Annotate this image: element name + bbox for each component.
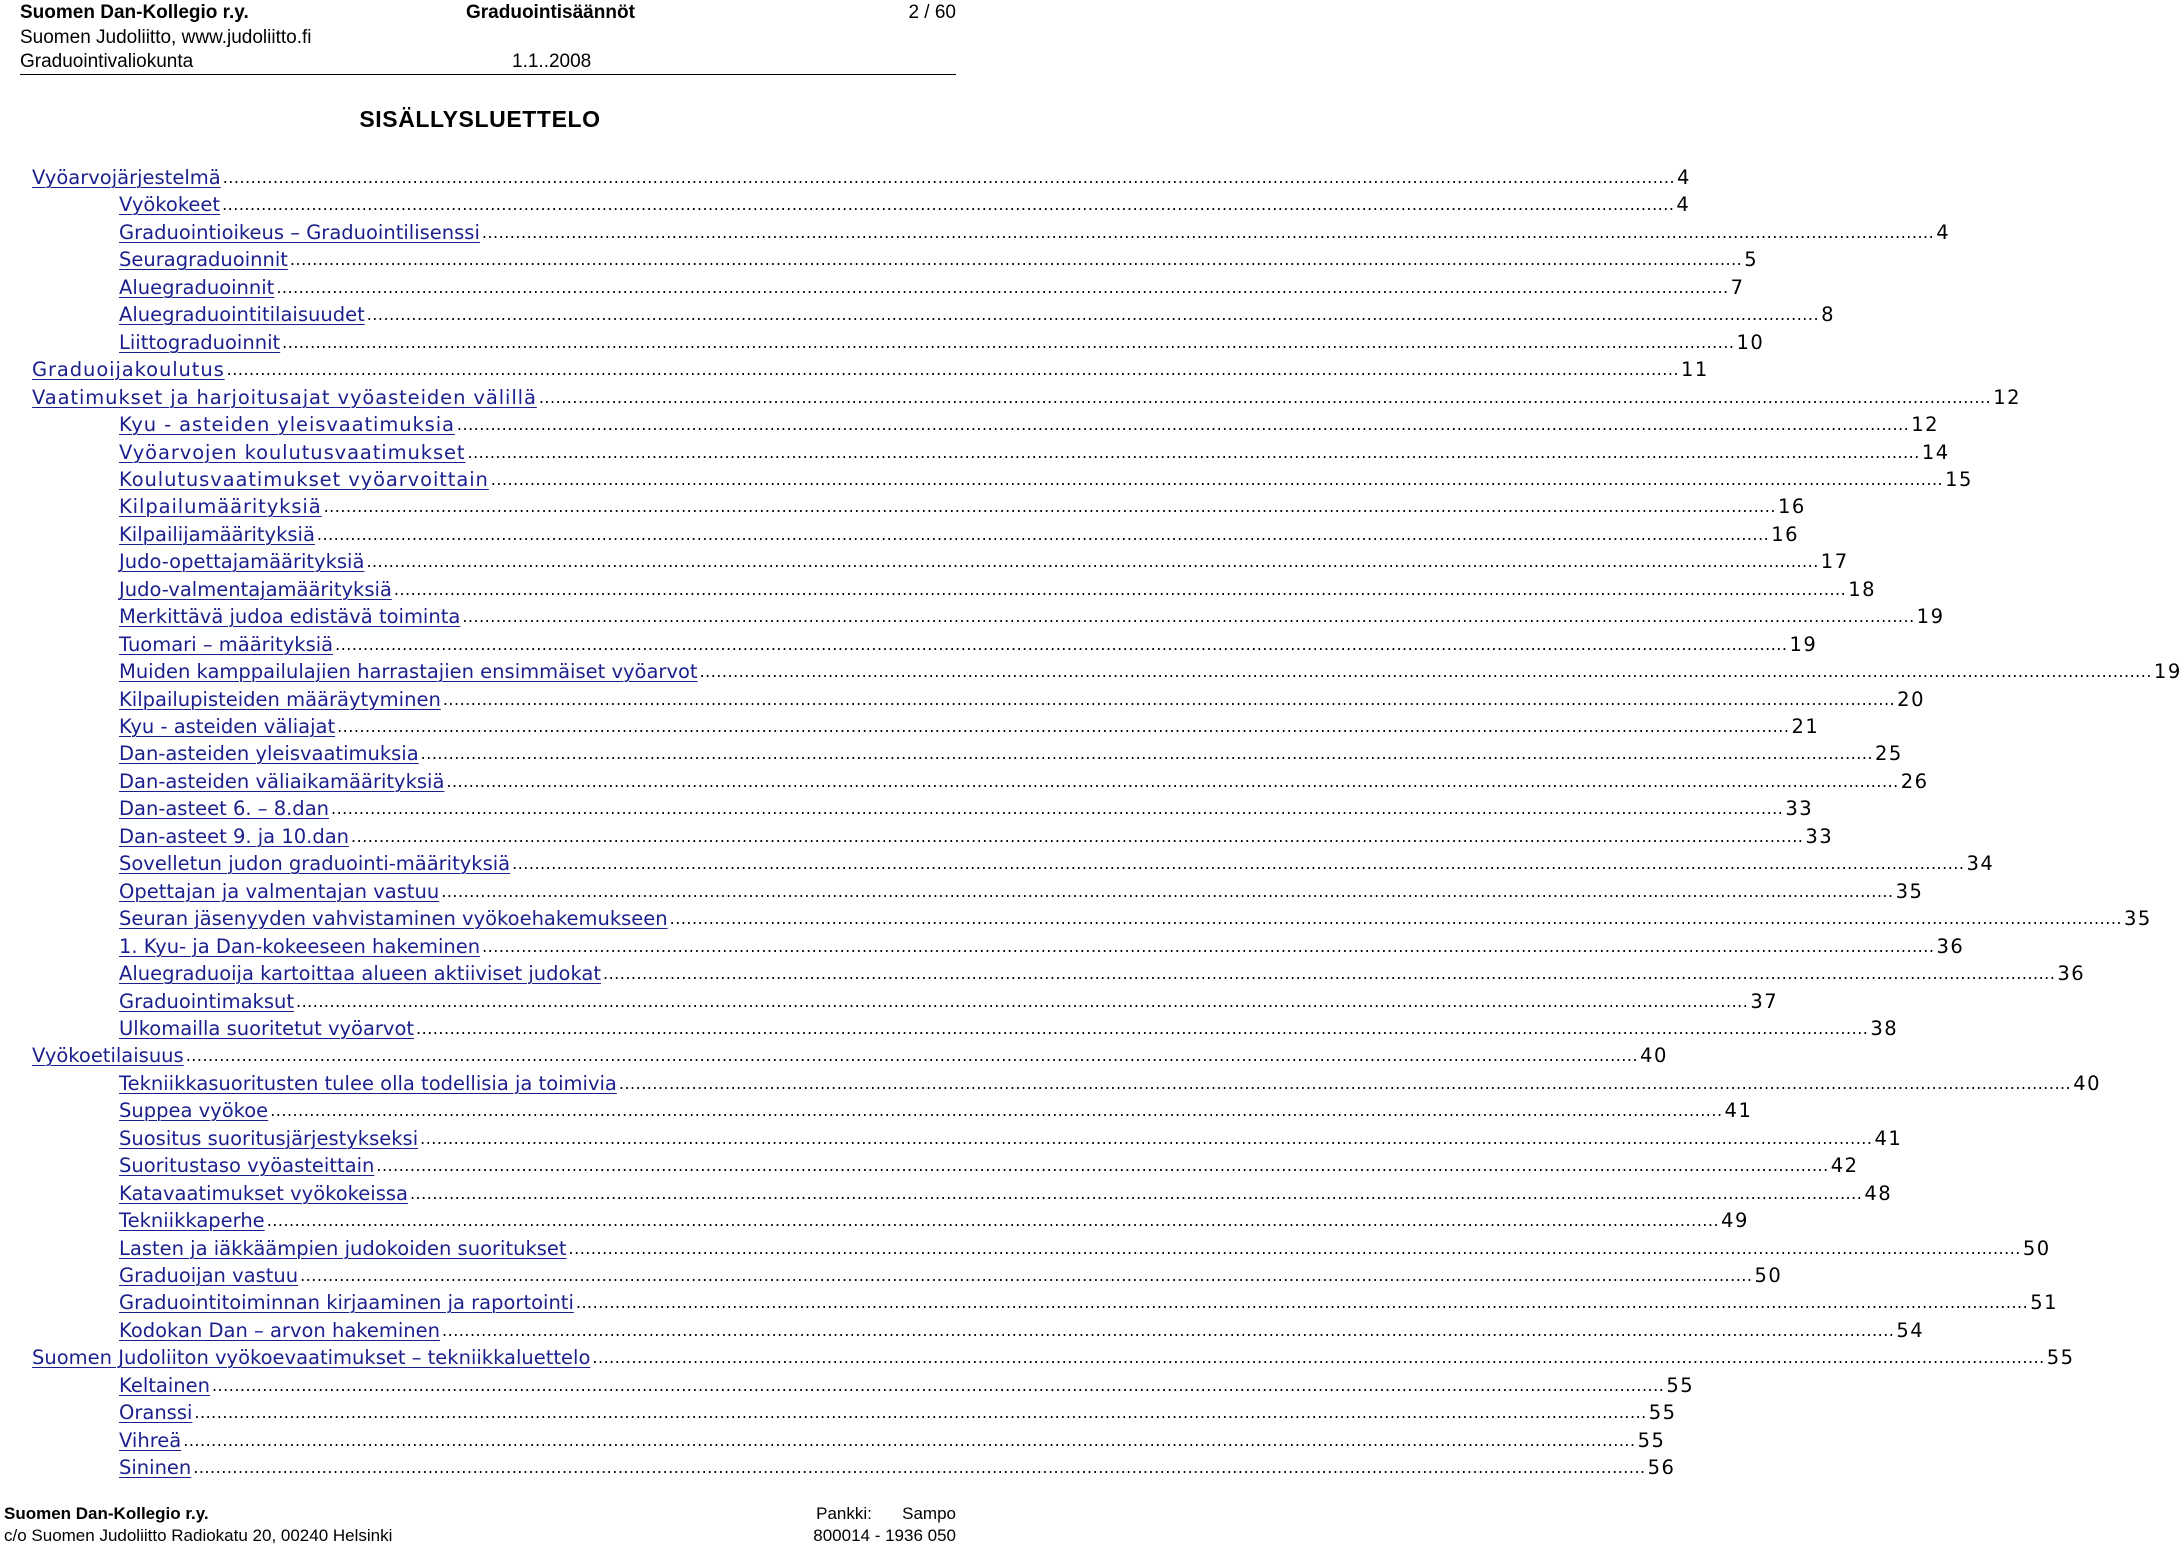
toc-entry[interactable] <box>119 602 1945 629</box>
page-footer <box>4 1500 956 1548</box>
toc-entry-link[interactable]: Merkittävä judoa edistävä toiminta <box>119 605 461 628</box>
toc-dot-leader: .................................................................................................................................................................................................................................................................... <box>323 497 1776 516</box>
toc-entry-link[interactable]: Opettajan ja valmentajan vastuu <box>119 880 440 903</box>
header-date: 1.1..2008 <box>512 51 592 72</box>
toc-entry-link[interactable]: Suomen Judoliiton vyökoevaatimukset – tekniikkaluettelo <box>32 1346 591 1369</box>
toc-page-number: 4 <box>1936 221 1951 244</box>
toc-page-number: 4 <box>1676 193 1691 216</box>
toc-entry-link[interactable]: Suositus suoritusjärjestykseksi <box>119 1127 419 1150</box>
toc-page-number: 14 <box>1921 441 1950 464</box>
toc-dot-leader: .................................................................................................................................................................................................................................................................... <box>193 1458 1646 1477</box>
toc-entry-link[interactable]: Dan-asteiden väliaikamäärityksiä <box>119 770 445 793</box>
toc-entry[interactable] <box>119 218 1951 245</box>
toc-page-number: 8 <box>1821 303 1835 326</box>
toc-entry-link[interactable]: Dan-asteiden yleisvaatimuksia <box>119 742 419 765</box>
toc-entry-link[interactable]: Judo-opettajamäärityksiä <box>119 550 365 573</box>
toc-page-number: 48 <box>1864 1182 1893 1205</box>
toc-page-number: 19 <box>2153 660 2182 683</box>
toc-page-number: 51 <box>2030 1291 2059 1314</box>
toc-entry-link[interactable]: Kilpailijamäärityksiä <box>119 523 315 546</box>
header-org: Suomen Dan-Kollegio r.y. <box>20 2 249 23</box>
toc-entry[interactable] <box>119 465 1973 492</box>
toc-dot-leader: .................................................................................................................................................................................................................................................................... <box>276 278 1729 297</box>
toc-title: SISÄLLYSLUETTELO <box>359 106 601 132</box>
toc-page-number: 49 <box>1721 1209 1749 1232</box>
toc-entry-link[interactable]: Dan-asteet 6. – 8.dan <box>119 797 329 820</box>
toc-entry[interactable] <box>119 739 1903 766</box>
toc-page-number: 25 <box>1875 742 1903 765</box>
toc-dot-leader: .................................................................................................................................................................................................................................................................... <box>183 1431 1636 1450</box>
toc-entry-link[interactable]: Aluegraduoinnit <box>119 276 275 299</box>
toc-dot-leader: .................................................................................................................................................................................................................................................................... <box>699 662 2152 681</box>
toc-entry[interactable] <box>119 932 1965 959</box>
toc-entry-link[interactable]: Judo-valmentajamäärityksiä <box>119 578 392 601</box>
toc-entry-link[interactable]: Kyu - asteiden yleisvaatimuksia <box>119 413 455 436</box>
toc-page-number: 10 <box>1736 331 1765 354</box>
toc-entry-link[interactable]: Suppea vyökoe <box>119 1099 269 1122</box>
toc-dot-leader: .................................................................................................................................................................................................................................................................... <box>185 1046 1639 1065</box>
toc-entry[interactable] <box>119 1261 1783 1288</box>
toc-dot-leader: .................................................................................................................................................................................................................................................................... <box>335 635 1788 654</box>
toc-page-number: 55 <box>1637 1429 1666 1452</box>
toc-page-number: 26 <box>1900 770 1929 793</box>
toc-dot-leader: .................................................................................................................................................................................................................................................................... <box>289 250 1743 269</box>
toc-entry-link[interactable]: 1. Kyu- ja Dan-kokeeseen hakeminen <box>119 935 481 958</box>
toc-page-number: 36 <box>1936 935 1965 958</box>
toc-entry-link[interactable]: Vyöarvojen koulutusvaatimukset <box>119 441 466 464</box>
toc-entry-link[interactable]: Koulutusvaatimukset vyöarvoittain <box>119 468 489 491</box>
toc-dot-leader: .................................................................................................................................................................................................................................................................... <box>270 1101 1723 1120</box>
toc-entry[interactable] <box>119 712 1820 739</box>
toc-entry-link[interactable]: Graduoijakoulutus <box>32 358 225 381</box>
toc-page-number: 55 <box>1666 1374 1695 1397</box>
toc-dot-leader: .................................................................................................................................................................................................................................................................... <box>420 744 1874 763</box>
toc-entry[interactable] <box>119 1288 2059 1315</box>
toc-page-number: 56 <box>1647 1456 1676 1479</box>
toc-page-number: 19 <box>1789 633 1818 656</box>
toc-entry[interactable] <box>119 767 1929 794</box>
toc-page-number: 12 <box>1993 386 2022 409</box>
toc-entry[interactable] <box>119 1371 1695 1398</box>
toc-dot-leader: .................................................................................................................................................................................................................................................................... <box>456 415 1910 434</box>
footer-bank-label: Pankki: <box>816 1504 872 1523</box>
toc-entry[interactable] <box>119 190 1691 217</box>
toc-entry-link[interactable]: Lasten ja iäkkäämpien judokoiden suoritukset <box>119 1237 567 1260</box>
toc-entry[interactable] <box>119 657 2182 684</box>
toc-entry[interactable] <box>119 410 1940 437</box>
toc-entry-link[interactable]: Katavaatimukset vyökokeissa <box>119 1182 408 1205</box>
toc-entry[interactable] <box>119 1234 2051 1261</box>
toc-dot-leader: .................................................................................................................................................................................................................................................................... <box>222 195 1675 214</box>
toc-entry[interactable] <box>119 685 1925 712</box>
toc-entry-link[interactable]: Dan-asteet 9. ja 10.dan <box>119 825 350 848</box>
toc-entry-link[interactable]: Sininen <box>119 1456 192 1479</box>
footer-org: Suomen Dan-Kollegio r.y. <box>4 1504 209 1523</box>
toc-entry[interactable] <box>119 492 1806 519</box>
toc-entry-link[interactable]: Aluegraduointitilaisuudet <box>119 303 365 326</box>
toc-entry-link[interactable]: Seuran jäsenyyden vahvistaminen vyökoehakemukseen <box>119 907 668 930</box>
toc-entry[interactable] <box>119 1398 1677 1425</box>
toc-entry-link[interactable]: Oranssi <box>119 1401 193 1424</box>
header-doc-title: Graduointisäännöt <box>466 2 635 23</box>
toc-page-number: 4 <box>1677 166 1691 189</box>
toc-entry[interactable] <box>119 1151 1859 1178</box>
footer-address: c/o Suomen Judoliitto Radiokatu 20, 00240 Helsinki <box>4 1526 393 1545</box>
toc-entry[interactable] <box>119 1316 1925 1343</box>
toc-page-number: 15 <box>1945 468 1973 491</box>
toc-page-number: 34 <box>1966 852 1995 875</box>
toc-entry-link[interactable]: Kodokan Dan – arvon hakeminen <box>119 1319 441 1342</box>
toc-dot-leader: .................................................................................................................................................................................................................................................................... <box>296 992 1749 1011</box>
toc-entry[interactable] <box>119 877 1924 904</box>
toc-dot-leader: .................................................................................................................................................................................................................................................................... <box>376 1156 1829 1175</box>
toc-page-number: 38 <box>1870 1017 1899 1040</box>
toc-entry[interactable] <box>119 1096 1753 1123</box>
toc-dot-leader: .................................................................................................................................................................................................................................................................... <box>592 1348 2045 1367</box>
toc-dot-leader: .................................................................................................................................................................................................................................................................... <box>481 223 1935 242</box>
toc-dot-leader: .................................................................................................................................................................................................................................................................... <box>393 580 1847 599</box>
toc-entry[interactable] <box>119 630 1818 657</box>
toc-entry[interactable] <box>32 355 1709 382</box>
toc-dot-leader: .................................................................................................................................................................................................................................................................... <box>538 388 1992 407</box>
toc-entry-link[interactable]: Graduointitoiminnan kirjaaminen ja raportointi <box>119 1291 574 1314</box>
toc-page-number: 16 <box>1771 523 1800 546</box>
toc-entry-link[interactable]: Seuragraduoinnit <box>119 248 288 271</box>
toc-page-number: 11 <box>1681 358 1709 381</box>
toc-entry[interactable] <box>119 273 1745 300</box>
page-header <box>20 0 956 76</box>
toc-entry-link[interactable]: Vaatimukset ja harjoitusajat vyöasteiden välillä <box>32 386 537 409</box>
toc-entry[interactable] <box>119 520 1800 547</box>
toc-entry[interactable] <box>119 1014 1899 1041</box>
toc-entry-link[interactable]: Kilpailumäärityksiä <box>119 495 322 518</box>
toc-dot-leader: .................................................................................................................................................................................................................................................................... <box>446 772 1899 791</box>
toc-page-number: 54 <box>1896 1319 1925 1342</box>
toc-page-number: 21 <box>1791 715 1820 738</box>
toc-entry[interactable] <box>32 163 1691 190</box>
toc-entry[interactable] <box>119 794 1814 821</box>
toc-dot-leader: .................................................................................................................................................................................................................................................................... <box>316 525 1770 544</box>
toc-entry[interactable] <box>119 1426 1666 1453</box>
toc-entry[interactable] <box>119 987 1779 1014</box>
toc-entry[interactable] <box>119 1124 1903 1151</box>
toc-page-number: 17 <box>1820 550 1849 573</box>
toc-entry[interactable] <box>32 383 2022 410</box>
toc-page-number: 41 <box>1874 1127 1903 1150</box>
toc-dot-leader: .................................................................................................................................................................................................................................................................... <box>351 827 1804 846</box>
toc-page-number: 18 <box>1848 578 1877 601</box>
toc-entry[interactable] <box>119 328 1765 355</box>
toc-dot-leader: .................................................................................................................................................................................................................................................................... <box>226 360 1680 379</box>
toc-entry[interactable] <box>32 1343 2075 1370</box>
toc-entry-link[interactable]: Suoritustaso vyöasteittain <box>119 1154 375 1177</box>
header-federation: Suomen Judoliitto, www.judoliitto.fi <box>20 27 312 48</box>
toc-page-number: 50 <box>2022 1237 2051 1260</box>
toc-page-number: 16 <box>1777 495 1806 518</box>
toc-entry[interactable] <box>119 1453 1676 1480</box>
toc-dot-leader: .................................................................................................................................................................................................................................................................... <box>409 1184 1863 1203</box>
toc-entry[interactable] <box>119 245 1759 272</box>
toc-dot-leader: .................................................................................................................................................................................................................................................................... <box>194 1403 1647 1422</box>
toc-dot-leader: .................................................................................................................................................................................................................................................................... <box>490 470 1944 489</box>
toc-entry[interactable] <box>119 1206 1749 1233</box>
header-page-number: 2 / 60 <box>908 2 956 23</box>
toc-dot-leader: .................................................................................................................................................................................................................................................................... <box>222 168 1676 187</box>
toc-page-number: 33 <box>1805 825 1834 848</box>
toc-entry[interactable] <box>119 575 1877 602</box>
toc-dot-leader: .................................................................................................................................................................................................................................................................... <box>282 333 1735 352</box>
toc-entry[interactable] <box>119 959 2086 986</box>
toc-entry-link[interactable]: Tekniikkasuoritusten tulee olla todellisia ja toimivia <box>119 1072 617 1095</box>
toc-entry-link[interactable]: Vyökoetilaisuus <box>32 1044 184 1067</box>
toc-dot-leader: .................................................................................................................................................................................................................................................................... <box>603 964 2056 983</box>
toc-entry-link[interactable]: Graduointioikeus – Graduointilisenssi <box>119 221 480 244</box>
toc-dot-leader: .................................................................................................................................................................................................................................................................... <box>512 854 1965 873</box>
toc-dot-leader: .................................................................................................................................................................................................................................................................... <box>441 882 1894 901</box>
toc-entry-link[interactable]: Tekniikkaperhe <box>119 1209 265 1232</box>
toc-entry-link[interactable]: Kyu - asteiden väliajat <box>119 715 336 738</box>
toc-page-number: 5 <box>1744 248 1759 271</box>
toc-dot-leader: .................................................................................................................................................................................................................................................................... <box>331 799 1784 818</box>
toc-page-number: 20 <box>1897 688 1925 711</box>
toc-page-number: 35 <box>1895 880 1924 903</box>
toc-page-number: 42 <box>1830 1154 1859 1177</box>
toc-page-number: 40 <box>2073 1072 2102 1095</box>
toc-page-number: 12 <box>1911 413 1940 436</box>
toc-entry-link[interactable]: Ulkomailla suoritetut vyöarvot <box>119 1017 415 1040</box>
toc-dot-leader: .................................................................................................................................................................................................................................................................... <box>618 1074 2072 1093</box>
footer-bank <box>816 1504 956 1524</box>
toc-page-number: 40 <box>1640 1044 1668 1067</box>
toc-dot-leader: .................................................................................................................................................................................................................................................................... <box>366 552 1819 571</box>
toc-dot-leader: .................................................................................................................................................................................................................................................................... <box>300 1266 1753 1285</box>
toc-page-number: 37 <box>1750 990 1779 1013</box>
toc-dot-leader: .................................................................................................................................................................................................................................................................... <box>575 1293 2029 1312</box>
toc-entry[interactable] <box>119 849 1995 876</box>
toc-dot-leader: .................................................................................................................................................................................................................................................................... <box>442 690 1896 709</box>
toc-page-number: 50 <box>1754 1264 1783 1287</box>
toc-entry-link[interactable]: Sovelletun judon graduointi-määrityksiä <box>119 852 511 875</box>
toc-entry[interactable] <box>119 547 1849 574</box>
toc-entry[interactable] <box>119 822 1834 849</box>
toc-dot-leader: .................................................................................................................................................................................................................................................................... <box>211 1376 1665 1395</box>
toc-page-number: 7 <box>1730 276 1745 299</box>
toc-entry-link[interactable]: Vyökokeet <box>119 193 221 216</box>
toc-dot-leader: .................................................................................................................................................................................................................................................................... <box>669 909 2122 928</box>
header-rule <box>20 74 956 75</box>
toc-page-number: 55 <box>2046 1346 2075 1369</box>
toc-dot-leader: .................................................................................................................................................................................................................................................................... <box>266 1211 1720 1230</box>
toc-entry[interactable] <box>119 904 2152 931</box>
toc-entry-link[interactable]: Muiden kamppailulajien harrastajien ensimmäiset vyöarvot <box>119 660 698 683</box>
toc-dot-leader: .................................................................................................................................................................................................................................................................... <box>442 1321 1895 1340</box>
toc-page-number: 41 <box>1724 1099 1753 1122</box>
toc-page-number: 55 <box>1648 1401 1677 1424</box>
toc-page-number: 19 <box>1916 605 1945 628</box>
toc-entry-link[interactable]: Graduointimaksut <box>119 990 294 1013</box>
toc-entry[interactable] <box>32 1041 1668 1068</box>
toc-entry-link[interactable]: Tuomari – määrityksiä <box>119 633 334 656</box>
footer-account: 800014 - 1936 050 <box>813 1526 956 1545</box>
toc-dot-leader: .................................................................................................................................................................................................................................................................... <box>337 717 1790 736</box>
toc-entry[interactable] <box>119 1069 2102 1096</box>
toc-page-number: 33 <box>1785 797 1814 820</box>
footer-bank-name: Sampo <box>902 1504 956 1523</box>
toc-dot-leader: .................................................................................................................................................................................................................................................................... <box>366 305 1820 324</box>
toc-entry[interactable] <box>119 300 1835 327</box>
toc-entry-link[interactable]: Kilpailupisteiden määräytyminen <box>119 688 441 711</box>
toc-dot-leader: .................................................................................................................................................................................................................................................................... <box>482 937 1935 956</box>
toc-dot-leader: .................................................................................................................................................................................................................................................................... <box>568 1239 2021 1258</box>
toc-entry-link[interactable]: Aluegraduoija kartoittaa alueen aktiiviset judokat <box>119 962 601 985</box>
toc-entry-link[interactable]: Graduoijan vastuu <box>119 1264 299 1287</box>
toc-page-number: 35 <box>2123 907 2152 930</box>
header-committee: Graduointivaliokunta <box>20 51 194 72</box>
toc-dot-leader: .................................................................................................................................................................................................................................................................... <box>420 1129 1873 1148</box>
toc-entry[interactable] <box>119 1179 1893 1206</box>
toc-entry[interactable] <box>119 438 1950 465</box>
toc-page-number: 36 <box>2057 962 2086 985</box>
toc-dot-leader: .................................................................................................................................................................................................................................................................... <box>416 1019 1869 1038</box>
toc-entry-link[interactable]: Vyöarvojärjestelmä <box>32 166 221 189</box>
toc-dot-leader: .................................................................................................................................................................................................................................................................... <box>462 607 1915 626</box>
toc-dot-leader: .................................................................................................................................................................................................................................................................... <box>467 443 1920 462</box>
toc-entry-link[interactable]: Keltainen <box>119 1374 210 1397</box>
toc-entry-link[interactable]: Vihreä <box>119 1429 182 1452</box>
toc-entry-link[interactable]: Liittograduoinnit <box>119 331 281 354</box>
